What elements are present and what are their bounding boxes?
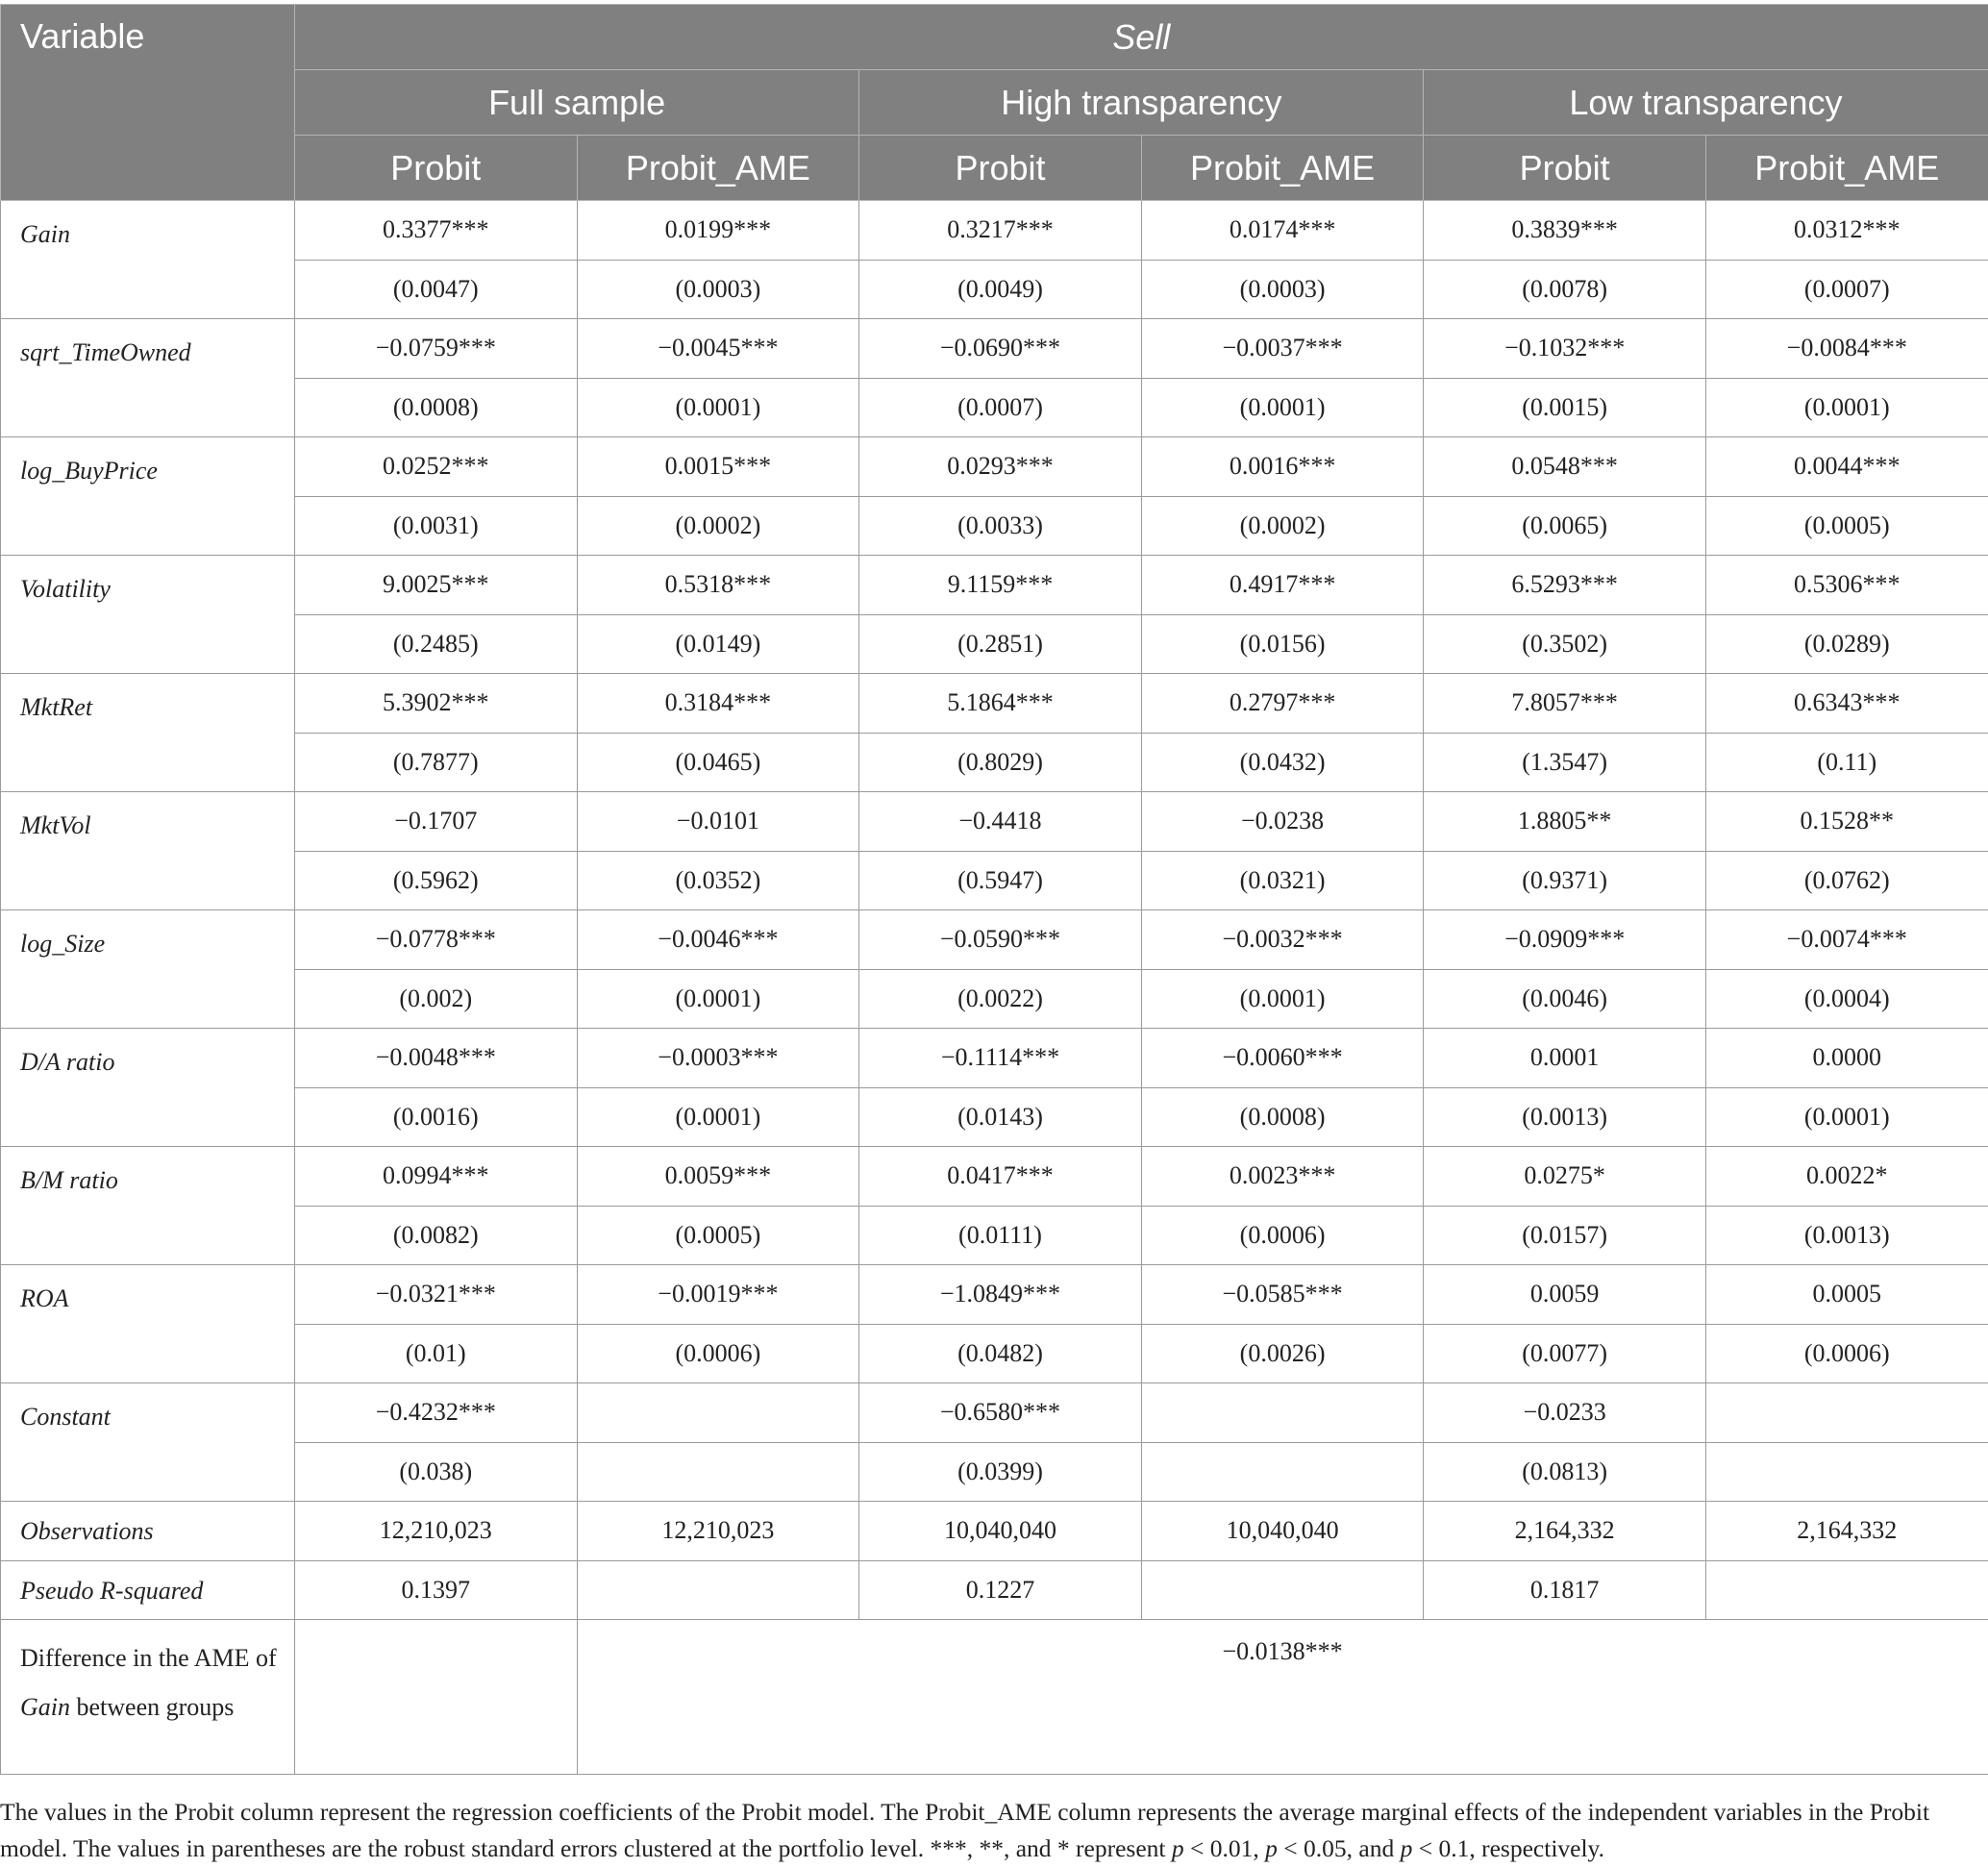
standard-error-cell: (0.0001) xyxy=(1141,969,1424,1029)
coefficient-cell: −0.1707 xyxy=(295,792,578,852)
standard-error-cell: (0.0289) xyxy=(1705,614,1988,674)
standard-error-cell: (1.3547) xyxy=(1424,733,1706,792)
pseudo-r2-cell: 0.1227 xyxy=(859,1560,1142,1620)
standard-error-row xyxy=(1,1206,1988,1265)
variable-label: D/A ratio xyxy=(1,1029,295,1147)
model-header: Probit xyxy=(859,136,1142,201)
pseudo-r2-row xyxy=(1,1560,1988,1620)
standard-error-cell: (0.0156) xyxy=(1141,614,1424,674)
coefficient-cell: 0.3184*** xyxy=(577,674,859,734)
standard-error-cell: (0.0003) xyxy=(1141,260,1424,319)
variable-label: MktRet xyxy=(1,674,295,792)
difference-label xyxy=(1,1620,295,1775)
footnote-p: p xyxy=(1171,1834,1184,1862)
coefficient-cell: 0.0022* xyxy=(1705,1147,1988,1207)
standard-error-cell: (0.0004) xyxy=(1705,969,1988,1029)
standard-error-cell: (0.0352) xyxy=(577,851,859,910)
table-header xyxy=(1,5,1988,201)
group-header-high: High transparency xyxy=(859,70,1424,136)
difference-empty-cell xyxy=(295,1620,578,1775)
standard-error-cell: (0.0149) xyxy=(577,614,859,674)
standard-error-cell: (0.0321) xyxy=(1141,851,1424,910)
standard-error-cell: (0.0047) xyxy=(295,260,578,319)
coefficient-cell: −0.6580*** xyxy=(859,1383,1142,1443)
coefficient-cell: 0.0994*** xyxy=(295,1147,578,1207)
pseudo-r2-label: Pseudo R-squared xyxy=(1,1560,295,1620)
coefficient-row xyxy=(1,1147,1988,1207)
standard-error-cell: (0.002) xyxy=(295,969,578,1029)
standard-error-cell: (0.5947) xyxy=(859,851,1142,910)
coefficient-cell: 0.0059 xyxy=(1424,1265,1706,1325)
standard-error-row xyxy=(1,260,1988,319)
standard-error-cell xyxy=(1705,1442,1988,1502)
standard-error-cell: (0.0762) xyxy=(1705,851,1988,910)
variable-label: log_BuyPrice xyxy=(1,437,295,556)
coefficient-cell: 0.0293*** xyxy=(859,437,1142,497)
table-footnote xyxy=(0,1794,1980,1867)
coefficient-cell: 0.0001 xyxy=(1424,1029,1706,1088)
coefficient-cell: 0.4917*** xyxy=(1141,556,1424,615)
coefficient-cell: 5.1864*** xyxy=(859,674,1142,734)
coefficient-cell: 0.5306*** xyxy=(1705,556,1988,615)
coefficient-row xyxy=(1,1383,1988,1443)
standard-error-cell: (0.0001) xyxy=(577,969,859,1029)
coefficient-cell: 0.3377*** xyxy=(295,201,578,261)
coefficient-cell: −0.0048*** xyxy=(295,1029,578,1088)
coefficient-cell: 0.5318*** xyxy=(577,556,859,615)
standard-error-cell: (0.0007) xyxy=(1705,260,1988,319)
pseudo-r2-cell xyxy=(577,1560,859,1620)
coefficient-cell: −0.0003*** xyxy=(577,1029,859,1088)
standard-error-row xyxy=(1,1324,1988,1383)
standard-error-row xyxy=(1,851,1988,910)
coefficient-cell: −0.0778*** xyxy=(295,910,578,970)
variable-label: Volatility xyxy=(1,556,295,674)
coefficient-cell: 0.0548*** xyxy=(1424,437,1706,497)
model-header: Probit_AME xyxy=(1705,136,1988,201)
standard-error-cell: (0.0813) xyxy=(1424,1442,1706,1502)
model-header: Probit xyxy=(295,136,578,201)
coefficient-cell: 0.0199*** xyxy=(577,201,859,261)
standard-error-cell: (0.0007) xyxy=(859,378,1142,437)
standard-error-row xyxy=(1,614,1988,674)
standard-error-cell: (0.0013) xyxy=(1424,1087,1706,1147)
standard-error-cell: (0.8029) xyxy=(859,733,1142,792)
pseudo-r2-cell xyxy=(1705,1560,1988,1620)
coefficient-cell: 7.8057*** xyxy=(1424,674,1706,734)
group-header-low: Low transparency xyxy=(1424,70,1988,136)
standard-error-cell: (0.0022) xyxy=(859,969,1142,1029)
standard-error-cell: (0.5962) xyxy=(295,851,578,910)
coefficient-cell: 0.3839*** xyxy=(1424,201,1706,261)
observations-cell: 10,040,040 xyxy=(1141,1502,1424,1561)
standard-error-row xyxy=(1,378,1988,437)
coefficient-cell: 0.0005 xyxy=(1705,1265,1988,1325)
coefficient-cell: 0.0275* xyxy=(1424,1147,1706,1207)
coefficient-cell: 0.0044*** xyxy=(1705,437,1988,497)
coefficient-cell: 0.0059*** xyxy=(577,1147,859,1207)
model-header: Probit_AME xyxy=(577,136,859,201)
standard-error-cell: (0.0031) xyxy=(295,496,578,556)
coefficient-cell: −0.0590*** xyxy=(859,910,1142,970)
difference-row xyxy=(1,1620,1988,1775)
standard-error-cell: (0.01) xyxy=(295,1324,578,1383)
coefficient-cell: 0.0174*** xyxy=(1141,201,1424,261)
coefficient-cell: −0.0233 xyxy=(1424,1383,1706,1443)
coefficient-cell: −0.0101 xyxy=(577,792,859,852)
variable-label: B/M ratio xyxy=(1,1147,295,1265)
coefficient-cell: 9.0025*** xyxy=(295,556,578,615)
standard-error-row xyxy=(1,733,1988,792)
standard-error-cell: (0.0005) xyxy=(1705,496,1988,556)
observations-label: Observations xyxy=(1,1502,295,1561)
coefficient-cell xyxy=(577,1383,859,1443)
coefficient-cell: 6.5293*** xyxy=(1424,556,1706,615)
standard-error-cell: (0.0065) xyxy=(1424,496,1706,556)
observations-cell: 2,164,332 xyxy=(1424,1502,1706,1561)
coefficient-row xyxy=(1,1265,1988,1325)
standard-error-cell: (0.0006) xyxy=(1141,1206,1424,1265)
standard-error-cell: (0.2485) xyxy=(295,614,578,674)
standard-error-cell: (0.0026) xyxy=(1141,1324,1424,1383)
variable-label: sqrt_TimeOwned xyxy=(1,319,295,437)
variable-label: Gain xyxy=(1,201,295,319)
coefficient-row xyxy=(1,201,1988,261)
standard-error-cell: (0.0001) xyxy=(577,1087,859,1147)
standard-error-cell: (0.0157) xyxy=(1424,1206,1706,1265)
footnote-text: The values in the Probit column represent the regression coefficients of the Probit model. The Probit_AME column represents the average marginal effects of the independent variables in the Probit model. The values in parentheses are the robust standard errors clustered at the portfolio level. ***, **, and * represent xyxy=(0,1798,1930,1862)
dependent-variable-header: Sell xyxy=(295,5,1988,70)
coefficient-cell: −0.0037*** xyxy=(1141,319,1424,379)
footnote-text: < 0.1, respectively. xyxy=(1412,1834,1605,1862)
standard-error-cell: (0.0049) xyxy=(859,260,1142,319)
coefficient-cell: 0.0312*** xyxy=(1705,201,1988,261)
coefficient-cell: −0.0909*** xyxy=(1424,910,1706,970)
variable-label: log_Size xyxy=(1,910,295,1029)
standard-error-cell: (0.0008) xyxy=(295,378,578,437)
coefficient-row xyxy=(1,437,1988,497)
footnote-text: < 0.01, xyxy=(1183,1834,1266,1862)
standard-error-cell: (0.0143) xyxy=(859,1087,1142,1147)
standard-error-cell: (0.11) xyxy=(1705,733,1988,792)
coefficient-row xyxy=(1,792,1988,852)
coefficient-cell: 0.0023*** xyxy=(1141,1147,1424,1207)
standard-error-cell: (0.0465) xyxy=(577,733,859,792)
pseudo-r2-cell xyxy=(1141,1560,1424,1620)
variable-label: ROA xyxy=(1,1265,295,1383)
coefficient-cell: 0.0252*** xyxy=(295,437,578,497)
coefficient-cell: −0.4418 xyxy=(859,792,1142,852)
coefficient-cell: −0.0032*** xyxy=(1141,910,1424,970)
coefficient-cell: 0.1528** xyxy=(1705,792,1988,852)
coefficient-cell: −0.0690*** xyxy=(859,319,1142,379)
standard-error-row xyxy=(1,496,1988,556)
standard-error-cell: (0.7877) xyxy=(295,733,578,792)
coefficient-row xyxy=(1,674,1988,734)
group-header-full: Full sample xyxy=(295,70,859,136)
coefficient-cell: −0.0321*** xyxy=(295,1265,578,1325)
coefficient-cell: −0.4232*** xyxy=(295,1383,578,1443)
coefficient-cell: −0.0045*** xyxy=(577,319,859,379)
coefficient-cell xyxy=(1705,1383,1988,1443)
coefficient-row xyxy=(1,910,1988,970)
difference-label-suffix: between groups xyxy=(70,1693,235,1721)
standard-error-cell: (0.0016) xyxy=(295,1087,578,1147)
observations-cell: 2,164,332 xyxy=(1705,1502,1988,1561)
footnote-text: < 0.05, and xyxy=(1277,1834,1401,1862)
standard-error-cell: (0.0046) xyxy=(1424,969,1706,1029)
coefficient-row xyxy=(1,556,1988,615)
standard-error-cell: (0.0003) xyxy=(577,260,859,319)
standard-error-cell: (0.3502) xyxy=(1424,614,1706,674)
coefficient-cell: −0.0084*** xyxy=(1705,319,1988,379)
standard-error-cell: (0.0432) xyxy=(1141,733,1424,792)
standard-error-cell: (0.0001) xyxy=(577,378,859,437)
model-header: Probit_AME xyxy=(1141,136,1424,201)
standard-error-cell: (0.0013) xyxy=(1705,1206,1988,1265)
coefficient-cell: −0.0046*** xyxy=(577,910,859,970)
coefficient-cell: 0.6343*** xyxy=(1705,674,1988,734)
coefficient-cell: −0.0019*** xyxy=(577,1265,859,1325)
observations-cell: 12,210,023 xyxy=(295,1502,578,1561)
coefficient-cell: 0.0016*** xyxy=(1141,437,1424,497)
footnote-p: p xyxy=(1400,1834,1413,1862)
standard-error-cell: (0.038) xyxy=(295,1442,578,1502)
standard-error-cell xyxy=(577,1442,859,1502)
standard-error-cell: (0.9371) xyxy=(1424,851,1706,910)
standard-error-cell: (0.0399) xyxy=(859,1442,1142,1502)
standard-error-row xyxy=(1,969,1988,1029)
coefficient-cell: −0.0759*** xyxy=(295,319,578,379)
coefficient-row xyxy=(1,319,1988,379)
standard-error-cell: (0.0077) xyxy=(1424,1324,1706,1383)
coefficient-cell: 5.3902*** xyxy=(295,674,578,734)
coefficient-cell: −0.0238 xyxy=(1141,792,1424,852)
standard-error-cell: (0.0001) xyxy=(1141,378,1424,437)
pseudo-r2-cell: 0.1397 xyxy=(295,1560,578,1620)
variable-header: Variable xyxy=(1,5,295,201)
standard-error-row xyxy=(1,1087,1988,1147)
coefficient-cell: 0.0000 xyxy=(1705,1029,1988,1088)
coefficient-cell: 0.3217*** xyxy=(859,201,1142,261)
coefficient-cell: 0.0417*** xyxy=(859,1147,1142,1207)
standard-error-cell: (0.0033) xyxy=(859,496,1142,556)
standard-error-cell xyxy=(1141,1442,1424,1502)
standard-error-cell: (0.0082) xyxy=(295,1206,578,1265)
coefficient-cell: −0.0074*** xyxy=(1705,910,1988,970)
difference-value: −0.0138*** xyxy=(577,1620,1988,1775)
difference-label-gain: Gain xyxy=(20,1693,70,1721)
difference-label-prefix: Difference in the AME of xyxy=(20,1644,277,1672)
model-header: Probit xyxy=(1424,136,1706,201)
standard-error-cell: (0.0006) xyxy=(1705,1324,1988,1383)
standard-error-cell: (0.0015) xyxy=(1424,378,1706,437)
coefficient-cell: −0.1114*** xyxy=(859,1029,1142,1088)
standard-error-cell: (0.0002) xyxy=(1141,496,1424,556)
standard-error-cell: (0.0111) xyxy=(859,1206,1142,1265)
coefficient-cell xyxy=(1141,1383,1424,1443)
coefficient-row xyxy=(1,1029,1988,1088)
footnote-p: p xyxy=(1265,1834,1278,1862)
regression-table xyxy=(0,4,1988,1775)
standard-error-row xyxy=(1,1442,1988,1502)
observations-cell: 12,210,023 xyxy=(577,1502,859,1561)
observations-cell: 10,040,040 xyxy=(859,1502,1142,1561)
standard-error-cell: (0.0005) xyxy=(577,1206,859,1265)
standard-error-cell: (0.0001) xyxy=(1705,1087,1988,1147)
coefficient-cell: 0.2797*** xyxy=(1141,674,1424,734)
standard-error-cell: (0.0482) xyxy=(859,1324,1142,1383)
coefficient-cell: −0.0585*** xyxy=(1141,1265,1424,1325)
variable-label: MktVol xyxy=(1,792,295,910)
observations-row xyxy=(1,1502,1988,1561)
standard-error-cell: (0.0006) xyxy=(577,1324,859,1383)
coefficient-cell: 0.0015*** xyxy=(577,437,859,497)
coefficient-cell: −0.1032*** xyxy=(1424,319,1706,379)
pseudo-r2-cell: 0.1817 xyxy=(1424,1560,1706,1620)
coefficient-cell: −0.0060*** xyxy=(1141,1029,1424,1088)
coefficient-cell: −1.0849*** xyxy=(859,1265,1142,1325)
variable-label: Constant xyxy=(1,1383,295,1502)
standard-error-cell: (0.0002) xyxy=(577,496,859,556)
coefficient-cell: 9.1159*** xyxy=(859,556,1142,615)
standard-error-cell: (0.0078) xyxy=(1424,260,1706,319)
standard-error-cell: (0.0008) xyxy=(1141,1087,1424,1147)
standard-error-cell: (0.2851) xyxy=(859,614,1142,674)
table-body xyxy=(1,201,1988,1775)
coefficient-cell: 1.8805** xyxy=(1424,792,1706,852)
standard-error-cell: (0.0001) xyxy=(1705,378,1988,437)
